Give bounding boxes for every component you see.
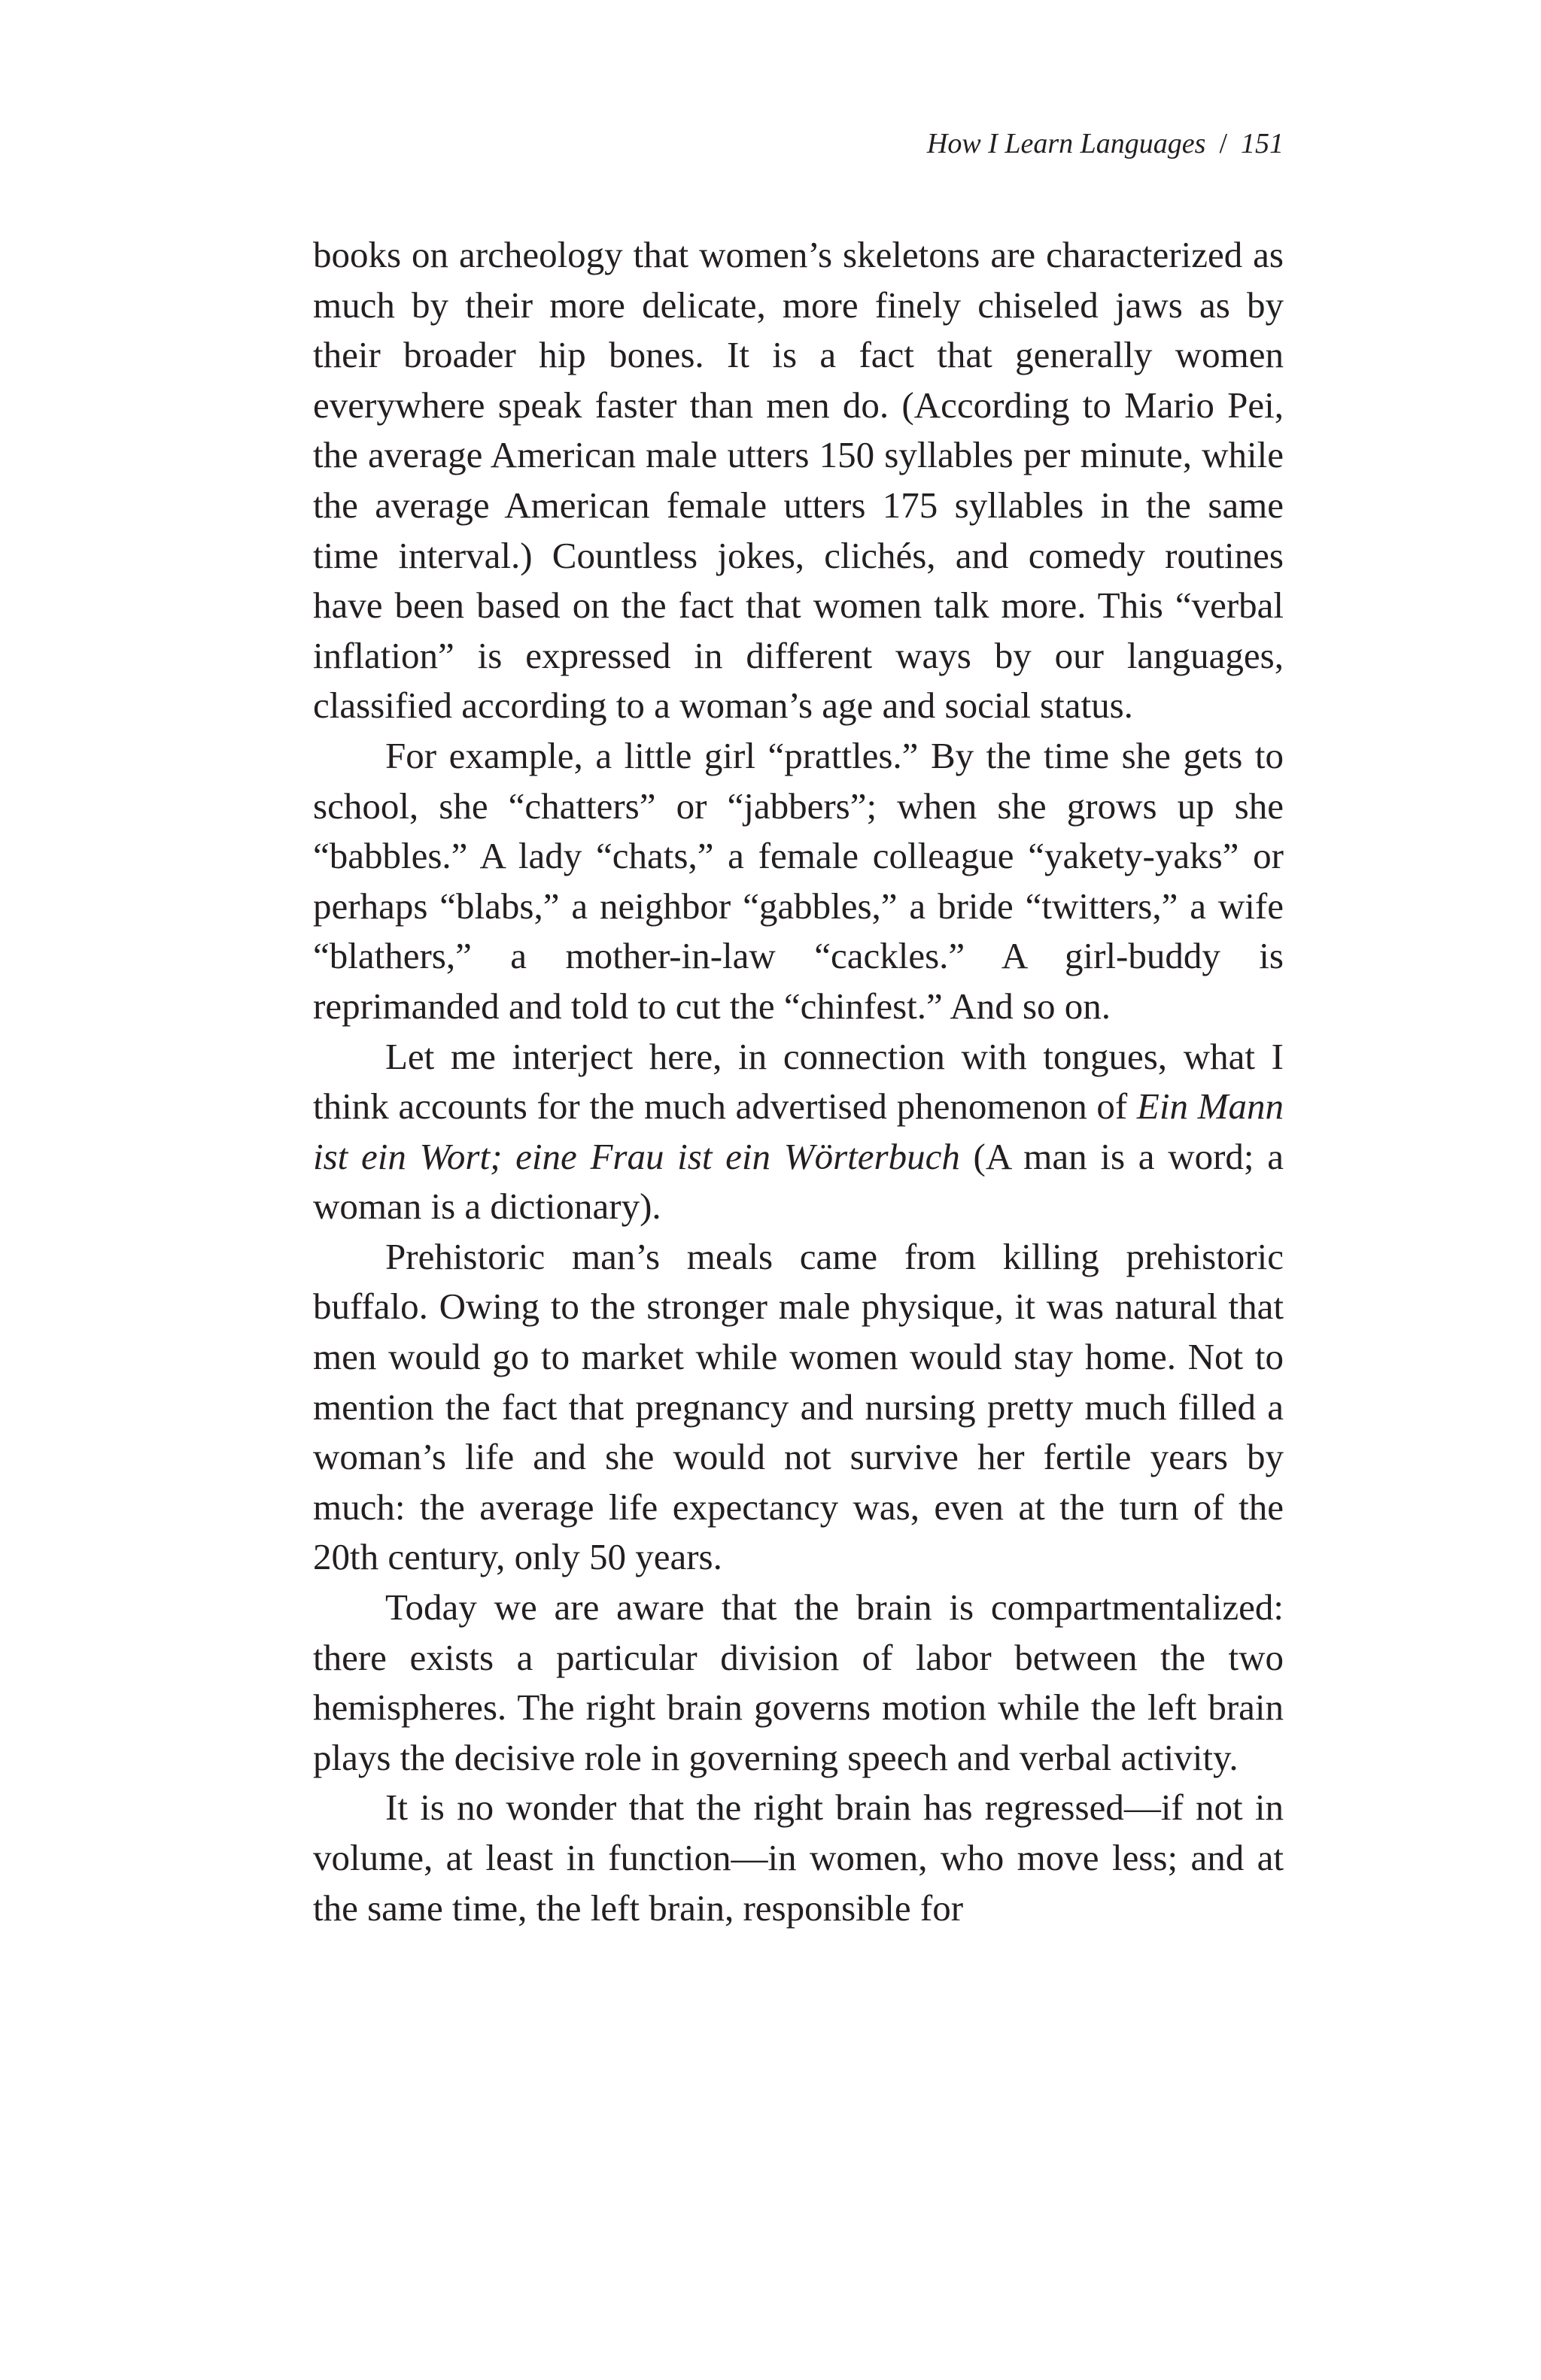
paragraph: Today we are aware that the brain is compartmentalized: there exists a particular division of labor between the two hemispheres. The right brain governs motion while the left brain plays the decisive role in governing speech and verbal activity. [313,1586,1284,1778]
running-head-separator: / [1219,128,1227,159]
german-phrase: Ein Mann ist ein Wort; eine Frau ist ein Wörterbuch [313,1085,1284,1177]
body-text [313,230,1284,1933]
paragraph [313,1032,1284,1232]
paragraph: It is no wonder that the right brain has regressed—if not in volume, at least in function—in women, who move less; and at the same time, the left brain, responsible for [313,1787,1284,1929]
paragraph: books on archeology that women’s skeletons are characterized as much by their more delicate, more finely chiseled jaws as by their broader hip bones. It is a fact that generally women everywhere speak faster than men do. (According to Mario Pei, the average American male utters 150 syllables per minute, while the average American female utters 175 syllables in the same time interval.) Countless jokes, clichés, and comedy routines have been based on the fact that women talk more. This “verbal inflation” is expressed in different ways by our languages, classified according to a woman’s age and social status. [313,234,1284,727]
paragraph-text: (A man is a word; a woman is a dictionary). [313,1135,1284,1228]
page-number: 151 [1241,128,1284,159]
paragraph-text: Let me interject here, in connection with tongues, what I think accounts for the much advertised phenomenon of [313,1035,1284,1128]
running-head-title: How I Learn Languages [926,128,1206,159]
paragraph: For example, a little girl “prattles.” By the time she gets to school, she “chatters” or “jabbers”; when she grows up she “babbles.” A lady “chats,” a female colleague “yakety-yaks” or perhaps “blabs,” a neighbor “gabbles,” a bride “twitters,” a wife “blathers,” a mother-in-law “cackles.” A girl-buddy is reprimanded and told to cut the “chinfest.” And so on. [313,734,1284,1027]
paragraph: Prehistoric man’s meals came from killing prehistoric buffalo. Owing to the stronger male physique, it was natural that men would go to market while women would stay home. Not to mention the fact that pregnancy and nursing pretty much filled a woman’s life and she would not survive her fertile years by much: the average life expectancy was, even at the turn of the 20th century, only 50 years. [313,1235,1284,1578]
running-head [927,129,1284,158]
